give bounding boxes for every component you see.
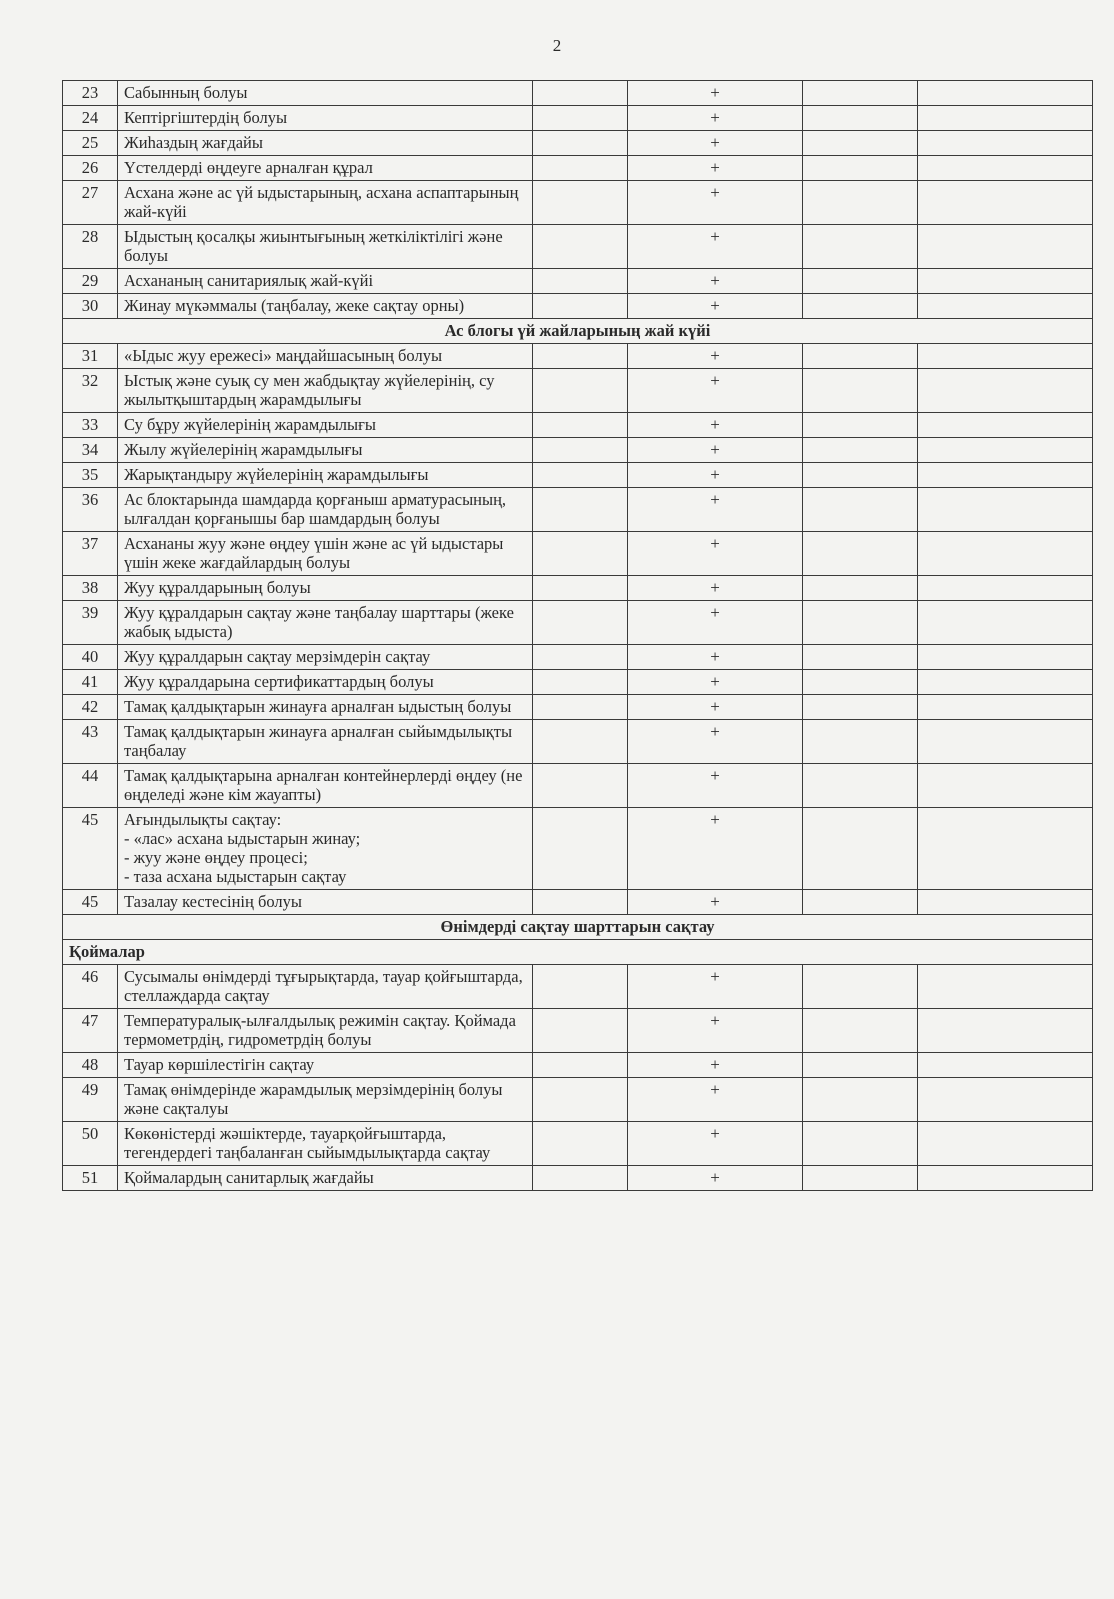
table-row [63,488,1093,532]
empty-cell [533,156,628,181]
row-description: Ас блоктарында шамдарда қорғаныш арматурасының, ылғалдан қорғанышы бар шамдардың болуы [118,488,533,532]
table-row [63,670,1093,695]
row-description: Тазалау кестесінің болуы [118,890,533,915]
row-number: 23 [63,81,118,106]
empty-cell [803,131,918,156]
row-description [118,808,533,890]
empty-cell [918,81,1093,106]
empty-cell [533,1122,628,1166]
row-number: 45 [63,890,118,915]
empty-cell [918,1053,1093,1078]
row-description: Асхананы жуу және өңдеу үшін және ас үй ыдыстары үшін жеке жағдайлардың болуы [118,532,533,576]
empty-cell [918,488,1093,532]
empty-cell [533,1053,628,1078]
empty-cell [803,225,918,269]
table-row [63,344,1093,369]
empty-cell [533,890,628,915]
empty-cell [533,463,628,488]
empty-cell [803,1122,918,1166]
empty-cell [918,670,1093,695]
row-description: Жуу құралдарын сақтау және таңбалау шарттары (жеке жабық ыдыста) [118,601,533,645]
empty-cell [918,645,1093,670]
check-mark: + [628,576,803,601]
empty-cell [918,1122,1093,1166]
empty-cell [803,1053,918,1078]
empty-cell [533,413,628,438]
check-mark: + [628,1009,803,1053]
table-row [63,1122,1093,1166]
empty-cell [533,1009,628,1053]
row-number: 31 [63,344,118,369]
check-mark: + [628,1078,803,1122]
section-heading: Өнімдерді сақтау шарттарын сақтау [63,915,1093,940]
row-description: Жылу жүйелерінің жарамдылығы [118,438,533,463]
row-number: 34 [63,438,118,463]
empty-cell [533,269,628,294]
empty-cell [918,764,1093,808]
table-row [63,965,1093,1009]
empty-cell [803,532,918,576]
row-number: 36 [63,488,118,532]
checklist-body [63,81,1093,1191]
description-line: Ағындылықты сақтау: [124,810,282,829]
empty-cell [533,532,628,576]
empty-cell [918,413,1093,438]
table-row [63,1009,1093,1053]
row-number: 40 [63,645,118,670]
empty-cell [803,601,918,645]
row-description: Асхана және ас үй ыдыстарының, асхана аспаптарының жай-күйі [118,181,533,225]
empty-cell [803,106,918,131]
empty-cell [533,438,628,463]
check-mark: + [628,670,803,695]
subsection-row [63,940,1093,965]
empty-cell [533,294,628,319]
empty-cell [918,463,1093,488]
empty-cell [918,438,1093,463]
check-mark: + [628,225,803,269]
check-mark: + [628,601,803,645]
table-row [63,81,1093,106]
check-mark: + [628,532,803,576]
empty-cell [803,1009,918,1053]
empty-cell [803,695,918,720]
empty-cell [803,463,918,488]
row-number: 38 [63,576,118,601]
empty-cell [533,601,628,645]
empty-cell [533,764,628,808]
row-number: 25 [63,131,118,156]
subsection-heading: Қоймалар [63,940,1093,965]
table-row [63,890,1093,915]
table-row [63,1166,1093,1191]
empty-cell [533,1078,628,1122]
empty-cell [533,965,628,1009]
row-number: 48 [63,1053,118,1078]
empty-cell [803,808,918,890]
table-row [63,106,1093,131]
table-row [63,764,1093,808]
row-number: 30 [63,294,118,319]
empty-cell [918,808,1093,890]
empty-cell [533,808,628,890]
check-mark: + [628,106,803,131]
empty-cell [918,532,1093,576]
check-mark: + [628,413,803,438]
row-number: 33 [63,413,118,438]
check-mark: + [628,890,803,915]
empty-cell [918,131,1093,156]
table-row [63,269,1093,294]
check-mark: + [628,645,803,670]
check-mark: + [628,808,803,890]
check-mark: + [628,156,803,181]
empty-cell [918,576,1093,601]
check-mark: + [628,965,803,1009]
row-number: 37 [63,532,118,576]
row-description: Үстелдерді өңдеуге арналған құрал [118,156,533,181]
row-description: Тамақ қалдықтарын жинауға арналған ыдыстың болуы [118,695,533,720]
empty-cell [918,965,1093,1009]
section-row [63,319,1093,344]
check-mark: + [628,695,803,720]
table-row [63,463,1093,488]
row-number: 29 [63,269,118,294]
row-description: Жуу құралдарын сақтау мерзімдерін сақтау [118,645,533,670]
empty-cell [533,106,628,131]
empty-cell [918,1009,1093,1053]
check-mark: + [628,181,803,225]
empty-cell [803,413,918,438]
empty-cell [803,576,918,601]
empty-cell [803,720,918,764]
row-number: 26 [63,156,118,181]
empty-cell [803,344,918,369]
row-description: Тамақ өнімдерінде жарамдылық мерзімдерінің болуы және сақталуы [118,1078,533,1122]
empty-cell [803,156,918,181]
empty-cell [918,106,1093,131]
page-number: 2 [552,36,562,55]
row-number: 35 [63,463,118,488]
table-row [63,1078,1093,1122]
empty-cell [918,156,1093,181]
row-number: 43 [63,720,118,764]
row-description: Жуу құралдарының болуы [118,576,533,601]
check-mark: + [628,463,803,488]
row-description: Жинау мүкәммалы (таңбалау, жеке сақтау орны) [118,294,533,319]
row-description: «Ыдыс жуу ережесі» маңдайшасының болуы [118,344,533,369]
check-mark: + [628,1122,803,1166]
empty-cell [533,225,628,269]
empty-cell [803,1078,918,1122]
empty-cell [918,225,1093,269]
check-mark: + [628,720,803,764]
table-row [63,225,1093,269]
row-number: 45 [63,808,118,890]
empty-cell [918,720,1093,764]
table-row [63,369,1093,413]
row-number: 50 [63,1122,118,1166]
row-description: Жуу құралдарына сертификаттардың болуы [118,670,533,695]
empty-cell [918,1078,1093,1122]
empty-cell [533,695,628,720]
row-description: Жарықтандыру жүйелерінің жарамдылығы [118,463,533,488]
row-description: Жиhаздың жағдайы [118,131,533,156]
row-number: 46 [63,965,118,1009]
row-number: 24 [63,106,118,131]
table-row [63,181,1093,225]
empty-cell [918,181,1093,225]
empty-cell [803,294,918,319]
empty-cell [803,269,918,294]
check-mark: + [628,1053,803,1078]
row-number: 47 [63,1009,118,1053]
table-row [63,1053,1093,1078]
row-number: 32 [63,369,118,413]
empty-cell [533,1166,628,1191]
description-line: - «лас» асхана ыдыстарын жинау; [124,829,361,848]
table-row [63,645,1093,670]
table-row [63,576,1093,601]
table-row [63,413,1093,438]
empty-cell [918,890,1093,915]
empty-cell [918,1166,1093,1191]
check-mark: + [628,764,803,808]
row-description: Сабынның болуы [118,81,533,106]
row-number: 51 [63,1166,118,1191]
row-number: 27 [63,181,118,225]
table-row [63,131,1093,156]
empty-cell [803,81,918,106]
empty-cell [533,131,628,156]
table-row [63,720,1093,764]
check-mark: + [628,1166,803,1191]
empty-cell [918,344,1093,369]
row-description: Кептіргіштердің болуы [118,106,533,131]
check-mark: + [628,488,803,532]
description-line: - таза асхана ыдыстарын сақтау [124,867,347,886]
empty-cell [533,720,628,764]
row-description: Қоймалардың санитарлық жағдайы [118,1166,533,1191]
empty-cell [533,369,628,413]
empty-cell [533,645,628,670]
table-row [63,438,1093,463]
description-line: - жуу және өңдеу процесі; [124,848,308,867]
row-description: Ыдыстың қосалқы жиынтығының жеткіліктілігі және болуы [118,225,533,269]
table-row [63,532,1093,576]
empty-cell [533,488,628,532]
row-description: Тауар көршілестігін сақтау [118,1053,533,1078]
empty-cell [533,344,628,369]
empty-cell [803,670,918,695]
row-description: Сусымалы өнімдерді тұғырықтарда, тауар қойғыштарда, стеллаждарда сақтау [118,965,533,1009]
empty-cell [918,294,1093,319]
table-row [63,601,1093,645]
check-mark: + [628,131,803,156]
row-number: 39 [63,601,118,645]
empty-cell [803,890,918,915]
empty-cell [803,369,918,413]
row-number: 41 [63,670,118,695]
table-row [63,695,1093,720]
check-mark: + [628,81,803,106]
empty-cell [803,764,918,808]
empty-cell [918,269,1093,294]
empty-cell [803,1166,918,1191]
check-mark: + [628,269,803,294]
empty-cell [918,695,1093,720]
checklist-sheet [62,80,1092,1191]
table-row [63,156,1093,181]
empty-cell [533,81,628,106]
empty-cell [803,181,918,225]
empty-cell [803,488,918,532]
check-mark: + [628,369,803,413]
check-mark: + [628,344,803,369]
empty-cell [803,438,918,463]
row-number: 42 [63,695,118,720]
row-description: Ыстық және суық су мен жабдықтау жүйелерінің, су жылытқыштардың жарамдылығы [118,369,533,413]
row-number: 28 [63,225,118,269]
section-row [63,915,1093,940]
empty-cell [533,576,628,601]
check-mark: + [628,294,803,319]
row-description: Температуралық-ылғалдылық режимін сақтау. Қоймада термометрдің, гидрометрдің болуы [118,1009,533,1053]
checklist-table [62,80,1093,1191]
row-description: Тамақ қалдықтарына арналған контейнерлерді өңдеу (не өңделеді және кім жауапты) [118,764,533,808]
row-number: 44 [63,764,118,808]
empty-cell [918,601,1093,645]
empty-cell [803,965,918,1009]
empty-cell [533,670,628,695]
row-description: Тамақ қалдықтарын жинауға арналған сыйымдылықты таңбалау [118,720,533,764]
empty-cell [533,181,628,225]
section-heading: Ас блогы үй жайларының жай күйі [63,319,1093,344]
table-row [63,294,1093,319]
empty-cell [803,645,918,670]
row-description: Көкөністерді жәшіктерде, тауарқойғыштарда, тегендердегі таңбаланған сыйымдылықтарда сақтау [118,1122,533,1166]
empty-cell [918,369,1093,413]
row-description: Асхананың санитариялық жай-күйі [118,269,533,294]
row-description: Су бұру жүйелерінің жарамдылығы [118,413,533,438]
table-row [63,808,1093,890]
row-number: 49 [63,1078,118,1122]
check-mark: + [628,438,803,463]
